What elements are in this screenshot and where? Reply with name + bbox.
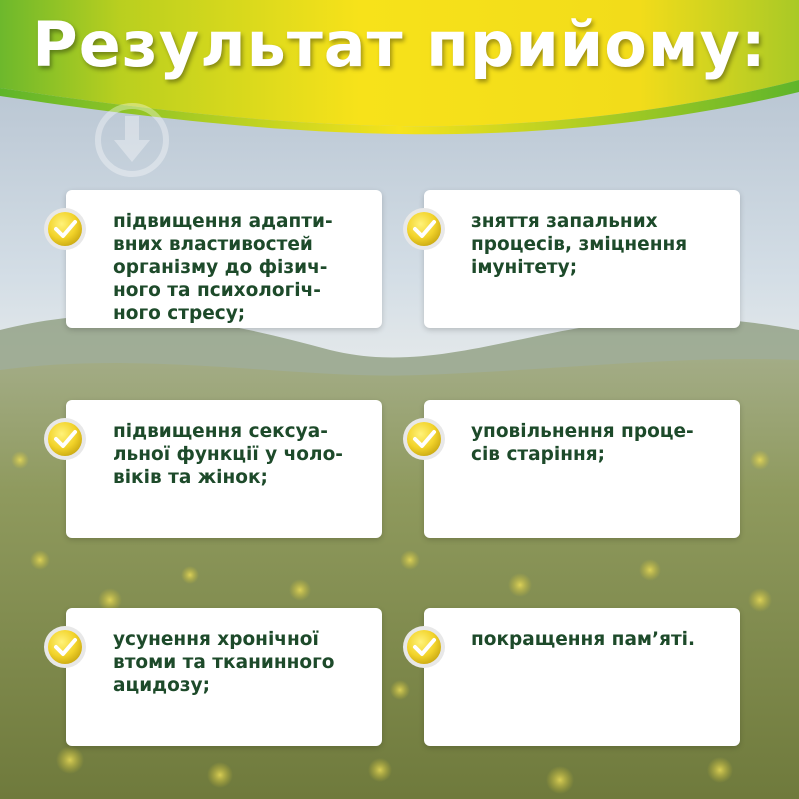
check-icon [42, 416, 88, 462]
benefit-card [424, 190, 740, 328]
benefit-text: підвищення адапти- вних властивостей організму до фізич- ного та психологіч- ного стресу; [113, 211, 333, 324]
page-title: Результат прийому: [32, 8, 767, 81]
benefit-text: уповільнення проце- сів старіння; [471, 421, 694, 465]
check-icon [42, 624, 88, 670]
benefit-text: підвищення сексуа- льної функції у чоло- віків та жінок; [113, 421, 343, 488]
benefit-card [424, 400, 740, 538]
benefit-text: покращення пам’яті. [471, 629, 696, 650]
check-icon [401, 416, 447, 462]
benefit-card [424, 608, 740, 746]
benefit-card [66, 190, 382, 328]
benefit-text: усунення хронічної втоми та тканинного ацидозу; [113, 629, 335, 696]
benefit-card [66, 400, 382, 538]
check-icon [42, 206, 88, 252]
download-watermark-icon [92, 100, 172, 180]
check-icon [401, 206, 447, 252]
benefit-card [66, 608, 382, 746]
check-icon [401, 624, 447, 670]
benefit-text: зняття запальних процесів, зміцнення імунітету; [471, 211, 688, 278]
